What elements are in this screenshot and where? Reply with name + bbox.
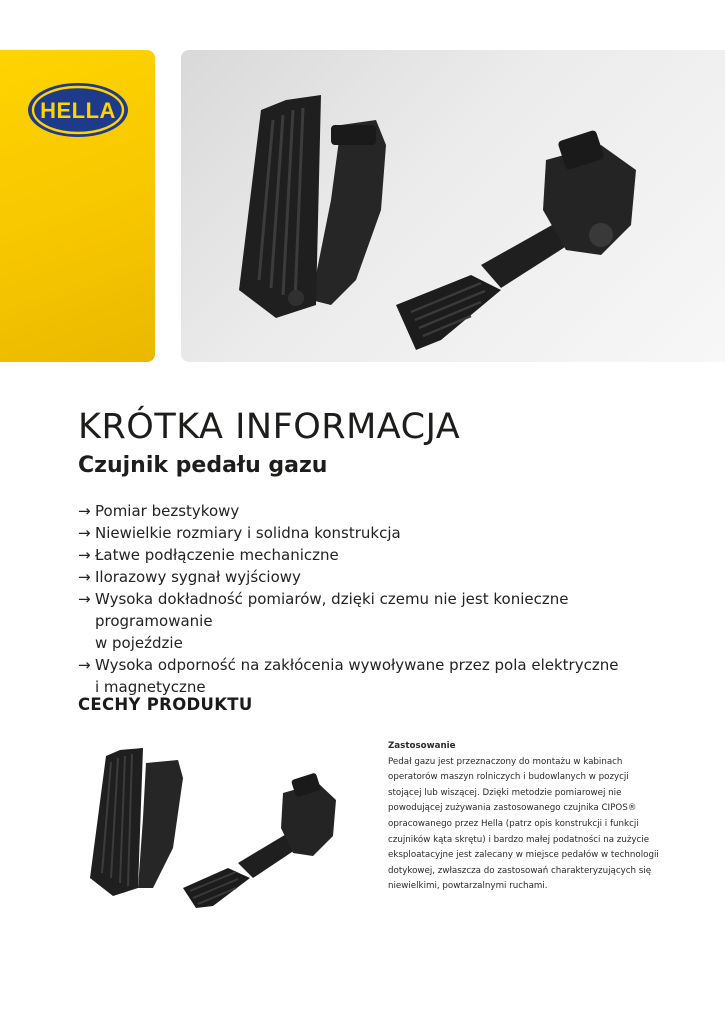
arrow-right-icon: → — [78, 524, 91, 542]
section-title: CECHY PRODUKTU — [78, 695, 253, 714]
usage-line: opracowanego przez Hella (patrz opis konstrukcji i funkcji — [388, 818, 639, 829]
usage-line: dotykowej, zwłaszcza do zastosowań charakteryzujących się — [388, 865, 652, 876]
arrow-right-icon: → — [78, 546, 91, 564]
arrow-right-icon: → — [78, 590, 91, 608]
product-photo-small — [78, 738, 368, 908]
feature-text: Wysoka odporność na zakłócenia wywoływane przez pola elektryczne — [95, 656, 619, 674]
usage-line: Pedał gazu jest przeznaczony do montażu w kabinach — [388, 756, 623, 767]
pedal-illustration — [181, 50, 725, 362]
feature-item — [78, 588, 678, 654]
usage-line: eksploatacyjne jest zalecany w miejsce pedałów w technologii — [388, 850, 659, 861]
hero-product-photo — [181, 50, 725, 362]
page-title: KRÓTKA INFORMACJA — [78, 407, 461, 447]
svg-text:HELLA: HELLA — [40, 98, 116, 123]
feature-text: Niewielkie rozmiary i solidna konstrukcja — [95, 524, 401, 542]
usage-description — [388, 739, 688, 895]
feature-text: Ilorazowy sygnał wyjściowy — [95, 568, 301, 586]
feature-item — [78, 654, 678, 698]
usage-line: powodującej zużywania zastosowanego czujnika CIPOS® — [388, 803, 637, 814]
feature-text-continued: i magnetyczne — [95, 678, 206, 696]
usage-line: czujników kąta skrętu) i bardzo małej podatności na zużycie — [388, 834, 650, 845]
feature-item — [78, 500, 678, 522]
page-subtitle: Czujnik pedału gazu — [78, 453, 328, 478]
feature-text: Wysoka dokładność pomiarów, dzięki czemu nie jest konieczne programowanie — [95, 590, 569, 630]
usage-line: operatorów maszyn rolniczych i budowlanych w pozycji — [388, 772, 629, 783]
feature-text: Łatwe podłączenie mechaniczne — [95, 546, 339, 564]
usage-line: niewielkimi, powtarzalnymi ruchami. — [388, 881, 548, 892]
arrow-right-icon: → — [78, 656, 91, 674]
feature-list — [78, 500, 678, 698]
feature-text: Pomiar bezstykowy — [95, 502, 240, 520]
usage-title: Zastosowanie — [388, 741, 456, 751]
hella-logo — [25, 80, 131, 140]
arrow-right-icon: → — [78, 568, 91, 586]
arrow-right-icon: → — [78, 502, 91, 520]
feature-item — [78, 566, 678, 588]
feature-text-continued: w pojeździe — [95, 634, 183, 652]
feature-item — [78, 544, 678, 566]
feature-item — [78, 522, 678, 544]
usage-line: stojącej lub wiszącej. Dzięki metodzie pomiarowej nie — [388, 787, 622, 798]
usage-paragraph — [388, 755, 688, 895]
